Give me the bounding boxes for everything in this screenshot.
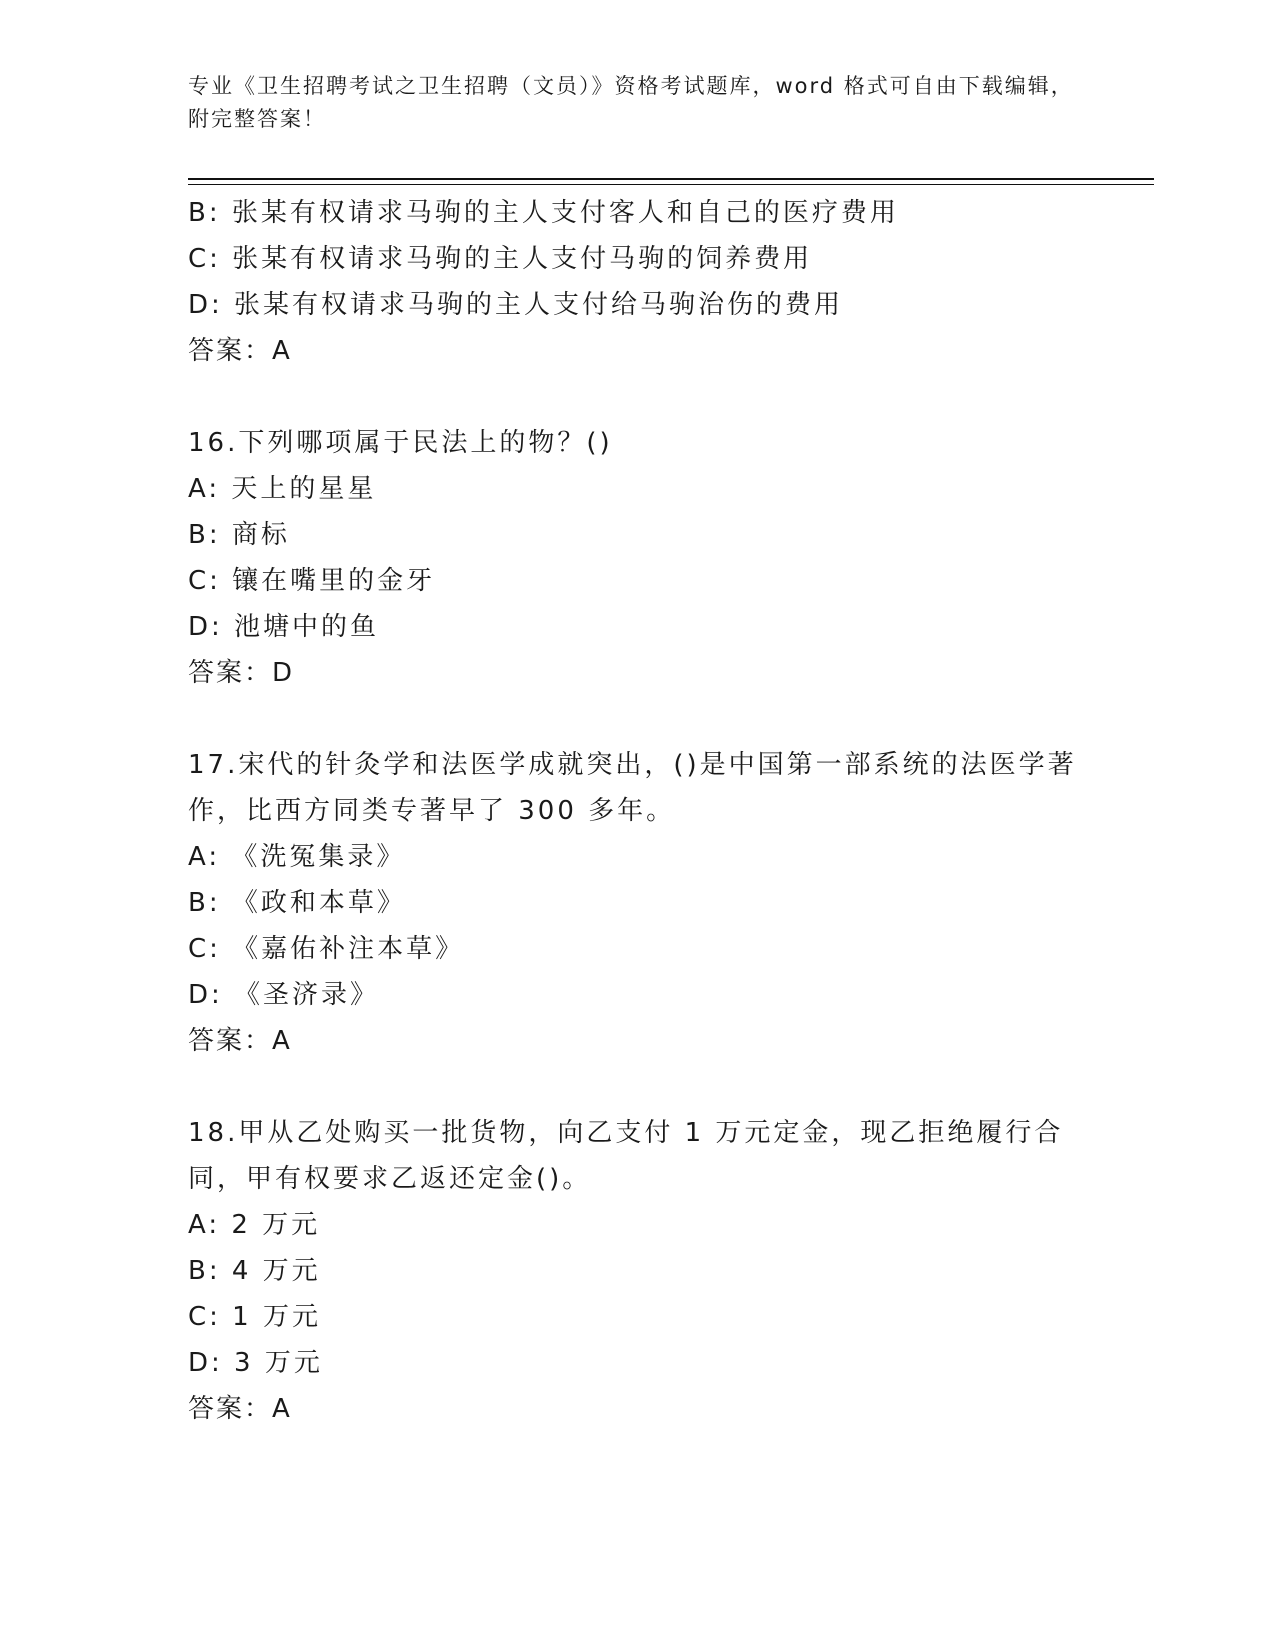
answer-line: 答案：D (188, 658, 295, 688)
question-stem: 17.宋代的针灸学和法医学成就突出，()是中国第一部系统的法医学著作，比西方同类专著早了 300 多年。 (188, 750, 1077, 826)
document-header: 专业《卫生招聘考试之卫生招聘（文员）》资格考试题库，word 格式可自由下载编辑，附完整答案！ (188, 74, 1074, 131)
option-line: B: 张某有权请求马驹的主人支付客人和自己的医疗费用 (188, 198, 899, 228)
spacer (188, 696, 1088, 742)
answer-line: 答案：A (188, 1394, 292, 1424)
option-line: C: 张某有权请求马驹的主人支付马驹的饲养费用 (188, 244, 813, 274)
option-line: D: 池塘中的鱼 (188, 612, 380, 642)
option-line: A: 天上的星星 (188, 474, 377, 504)
spacer (188, 374, 1088, 420)
option-line: D: 张某有权请求马驹的主人支付给马驹治伤的费用 (188, 290, 844, 320)
option-line: A: 2 万元 (188, 1210, 321, 1240)
option-line: B: 4 万元 (188, 1256, 321, 1286)
option-line: A: 《洗冤集录》 (188, 842, 406, 872)
answer-line: 答案：A (188, 336, 292, 366)
header-rule-thin (188, 184, 1154, 185)
option-line: D: 《圣济录》 (188, 980, 380, 1010)
question-stem: 18.甲从乙处购买一批货物，向乙支付 1 万元定金，现乙拒绝履行合同，甲有权要求乙返还定金()。 (188, 1118, 1064, 1194)
option-line: B: 商标 (188, 520, 290, 550)
spacer (188, 1064, 1088, 1110)
option-line: C: 《嘉佑补注本草》 (188, 934, 465, 964)
answer-line: 答案：A (188, 1026, 292, 1056)
question-stem: 16.下列哪项属于民法上的物？() (188, 428, 613, 458)
option-line: D: 3 万元 (188, 1348, 323, 1378)
option-line: C: 镶在嘴里的金牙 (188, 566, 436, 596)
question-content (188, 190, 1088, 1432)
option-line: C: 1 万元 (188, 1302, 321, 1332)
option-line: B: 《政和本草》 (188, 888, 406, 918)
header-rule-thick (188, 178, 1154, 180)
